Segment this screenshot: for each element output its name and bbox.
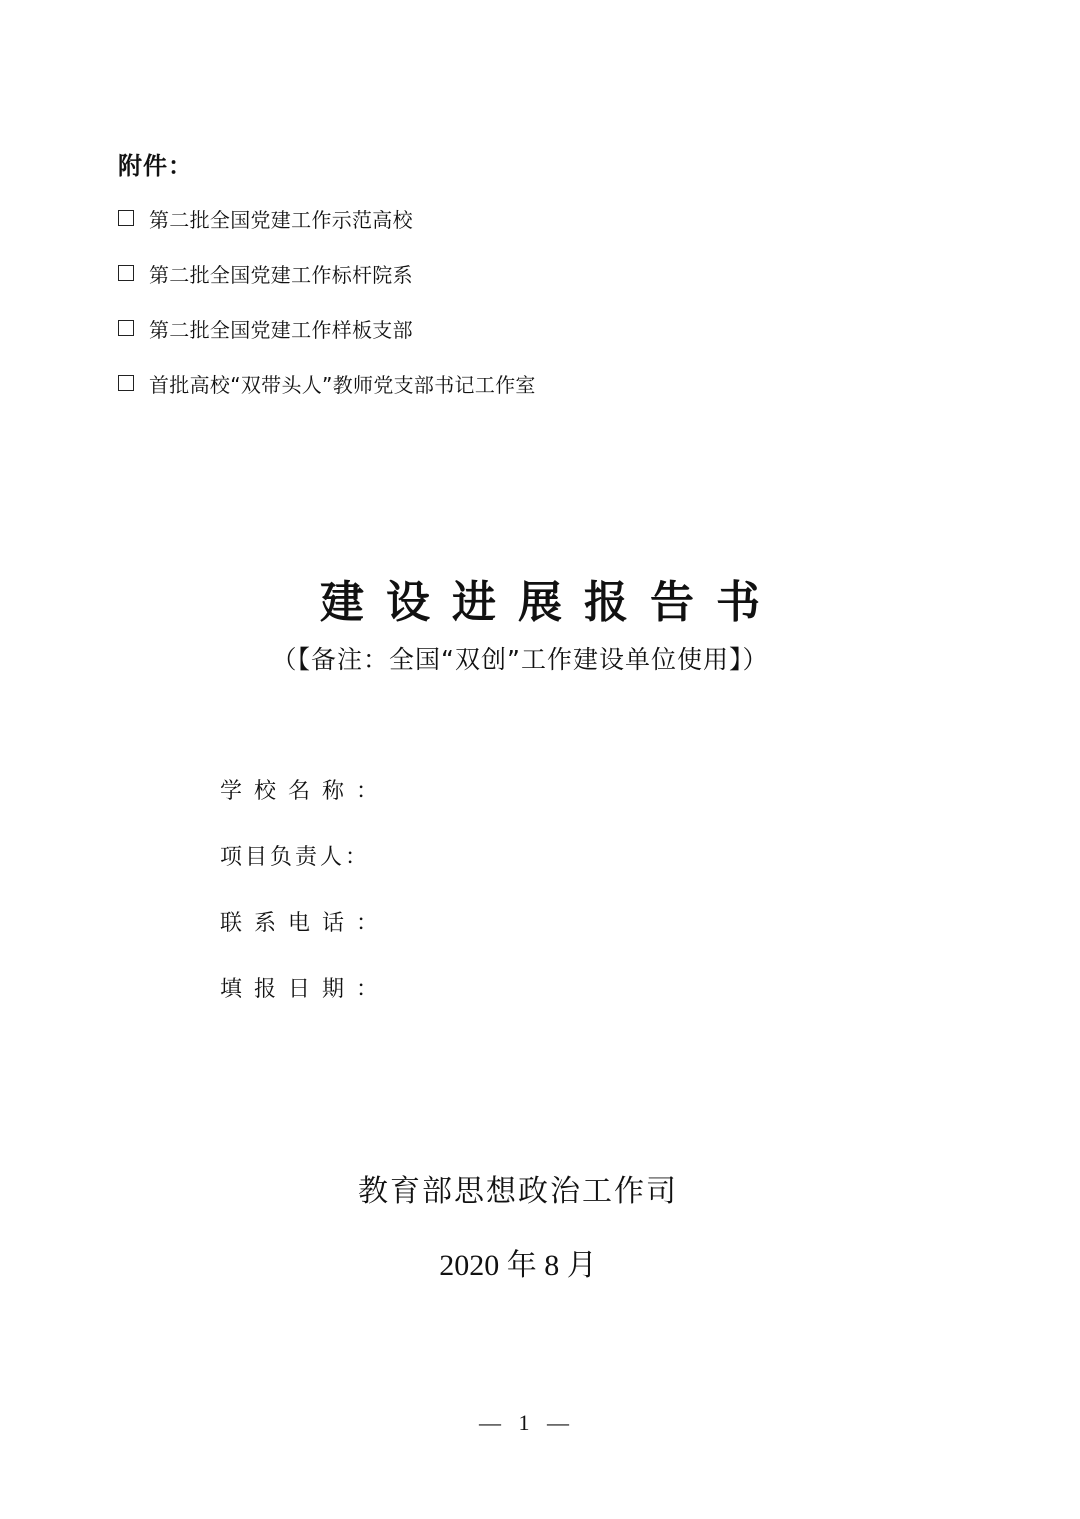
attachment-label: 附件：: [118, 152, 193, 180]
option-item-demonstration-university[interactable]: [118, 202, 536, 234]
report-title: 建设进展报告书: [320, 577, 782, 628]
report-form: [220, 772, 810, 1036]
phone-label: 联系电话：: [220, 910, 391, 936]
option-item-benchmark-department[interactable]: [118, 257, 536, 289]
phone-field[interactable]: [390, 907, 810, 935]
option-label: 第二批全国党建工作样板支部: [149, 317, 413, 342]
school-name-label: 学校名称：: [220, 778, 391, 804]
page-number: — 1 —: [479, 1410, 575, 1435]
form-row-phone: [220, 904, 810, 938]
checkbox-icon[interactable]: [118, 320, 134, 336]
checkbox-icon[interactable]: [118, 210, 134, 226]
option-item-secretary-studio[interactable]: [118, 367, 536, 399]
form-row-date: [220, 970, 810, 1004]
issuing-organization: 教育部思想政治工作司: [358, 1174, 678, 1209]
checkbox-icon[interactable]: [118, 265, 134, 281]
project-lead-field[interactable]: [370, 841, 790, 869]
report-note: （【备注：全国“双创”工作建设单位使用】）: [271, 645, 769, 674]
category-option-list: [118, 202, 536, 422]
option-label: 第二批全国党建工作示范高校: [149, 207, 413, 232]
option-label: 首批高校“双带头人”教师党支部书记工作室: [149, 372, 536, 397]
date-field[interactable]: [390, 973, 810, 1001]
form-row-school-name: [220, 772, 810, 806]
form-row-project-lead: [220, 838, 810, 872]
project-lead-label: 项目负责人：: [220, 844, 371, 870]
option-label: 第二批全国党建工作标杆院系: [149, 262, 413, 287]
option-item-model-branch[interactable]: [118, 312, 536, 344]
school-name-field[interactable]: [390, 775, 810, 803]
issue-date: 2020 年 8 月: [439, 1249, 597, 1282]
checkbox-icon[interactable]: [118, 375, 134, 391]
date-label: 填报日期：: [220, 976, 391, 1002]
